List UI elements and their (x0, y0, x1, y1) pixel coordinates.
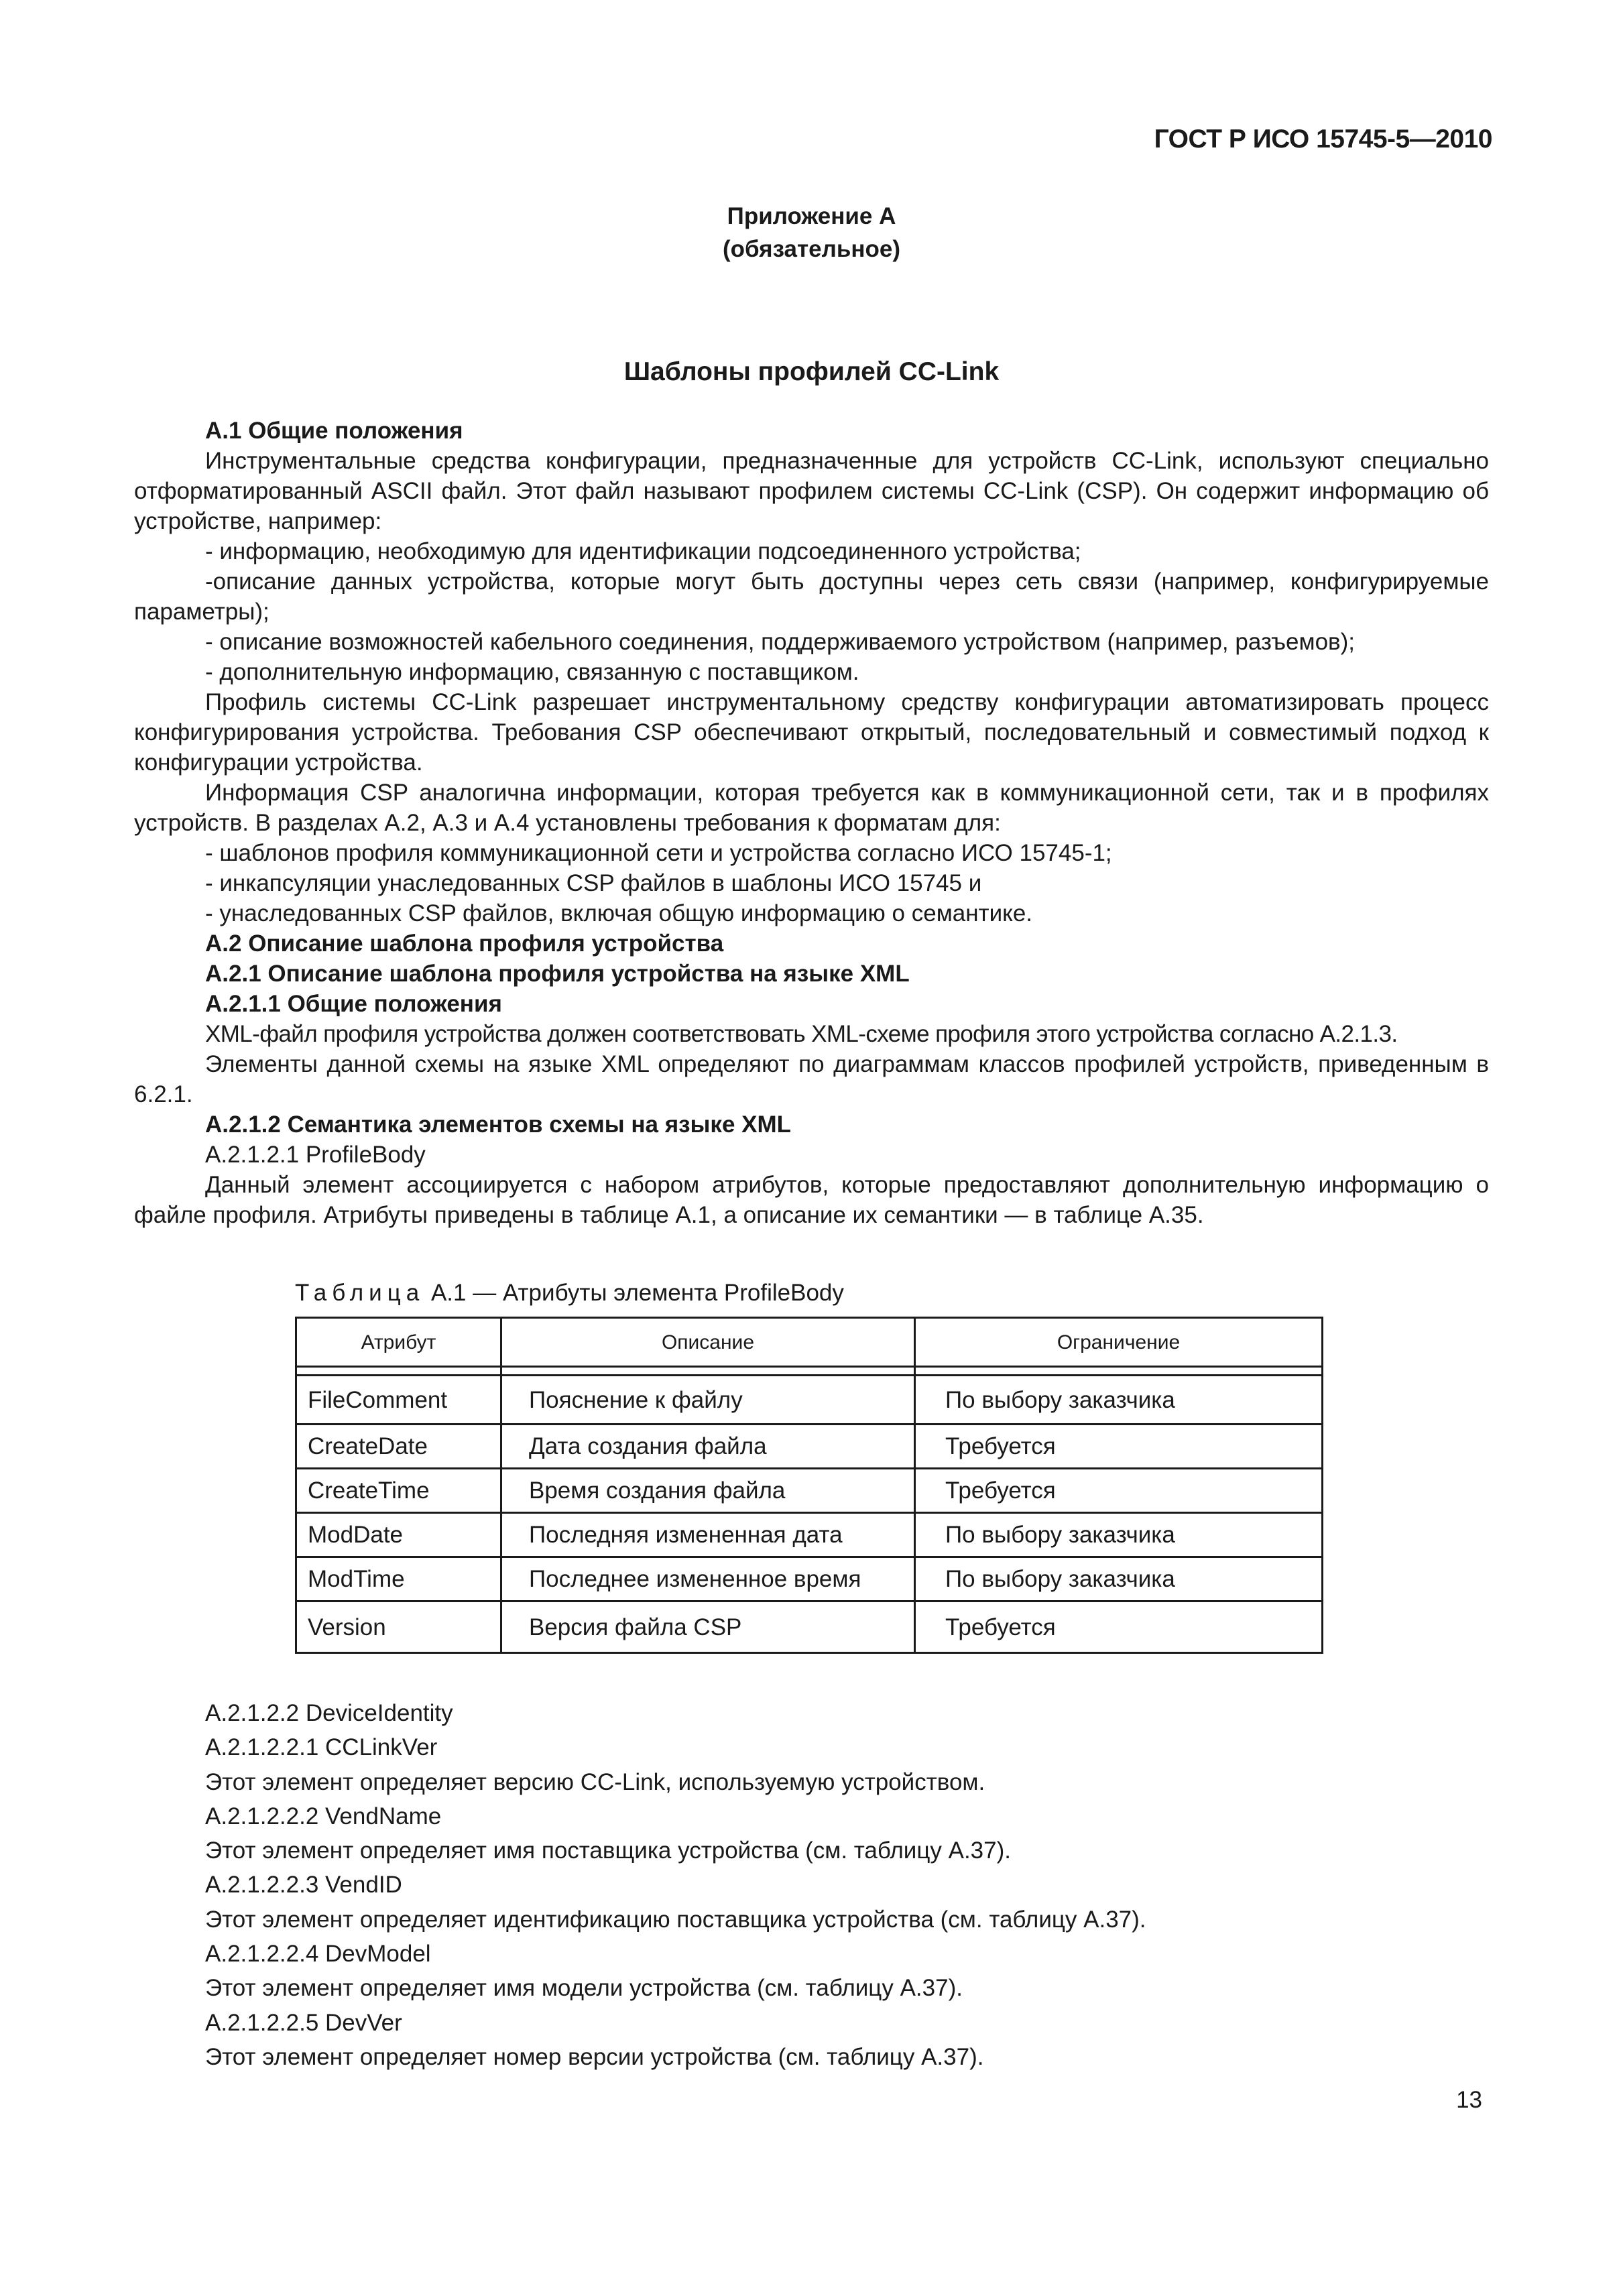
table-cell: ModDate (296, 1513, 501, 1557)
subsection-heading: А.2.1.2 Семантика элементов схемы на языке XML (205, 1111, 792, 1138)
table-header-cell: Ограничение (915, 1318, 1323, 1367)
list-item: - дополнительную информацию, связанную с поставщиком. (205, 659, 859, 685)
table-cell: Version (296, 1602, 501, 1653)
paragraph-intro: Инструментальные средства конфигурации, предназначенные для устройств CC-Link, используют специально отформатированный ASCII файл. Этот файл называют профилем системы CC-Link (CSP). Он содержит информацию об устройстве, например: (134, 448, 1489, 534)
subsection-label: А.2.1.2.2.1 CCLinkVer (205, 1734, 438, 1761)
appendix-heading (134, 200, 1489, 265)
subsection-label: А.2.1.2.2.5 DevVer (205, 2009, 402, 2036)
table-header-cell: Атрибут (296, 1318, 501, 1367)
table-cell: Дата создания файла (501, 1425, 915, 1469)
paragraph: Профиль системы CC-Link разрешает инструментальному средству конфигурации автоматизировать процесс конфигурирования устройства. Требования CSP обеспечивают открытый, последовательный и совместимый подход к конфигурации устройства. (134, 689, 1489, 776)
table-header-cell: Описание (501, 1318, 915, 1367)
table-cell: По выбору заказчика (915, 1513, 1323, 1557)
table-row (296, 1602, 1323, 1653)
main-text (134, 416, 1489, 1230)
document-title: Шаблоны профилей CC-Link (623, 357, 1000, 386)
standard-designation: ГОСТ Р ИСО 15745-5—2010 (1154, 125, 1492, 154)
table-cell: ModTime (296, 1557, 501, 1602)
table-caption-text: А.1 — Атрибуты элемента ProfileBody (424, 1280, 844, 1306)
table-row (296, 1557, 1323, 1602)
list-item: - описание возможностей кабельного соединения, поддерживаемого устройством (например, разъемов); (205, 629, 1356, 655)
subsection-heading: А.2.1.1 Общие положения (205, 991, 502, 1017)
table-row (296, 1425, 1323, 1469)
attributes-table (295, 1317, 1323, 1654)
subsection-label: А.2.1.2.2.4 DevModel (205, 1941, 431, 1968)
paragraph: Данный элемент ассоциируется с набором атрибутов, которые предоставляют дополнительную информацию о файле профиля. Атрибуты приведены в таблице А.1, а описание их семантики — в таблице А.35. (134, 1172, 1489, 1228)
list-item: - унаследованных CSP файлов, включая общую информацию о семантике. (205, 900, 1033, 926)
list-item: - инкапсуляции унаследованных CSP файлов в шаблоны ИСО 15745 и (205, 870, 982, 896)
table-cell: Версия файла CSP (501, 1602, 915, 1653)
table-cell: Последняя измененная дата (501, 1513, 915, 1557)
table-cell: Пояснение к файлу (501, 1376, 915, 1425)
table-cell: Время создания файла (501, 1469, 915, 1513)
list-item: -описание данных устройства, которые могут быть доступны через сеть связи (например, конфигурируемые параметры); (134, 568, 1489, 625)
subsection-label: А.2.1.2.2 DeviceIdentity (205, 1700, 453, 1726)
list-item: - информацию, необходимую для идентификации подсоединенного устройства; (205, 538, 1081, 564)
section-heading-a1: А.1 Общие положения (205, 418, 463, 444)
subsection-label: А.2.1.2.2.3 VendID (205, 1872, 402, 1898)
table-cell: Требуется (915, 1425, 1323, 1469)
table-cell: FileComment (296, 1376, 501, 1425)
table-cell: CreateTime (296, 1469, 501, 1513)
appendix-status: (обязательное) (722, 236, 900, 262)
paragraph: Этот элемент определяет номер версии устройства (см. таблицу А.37). (205, 2043, 984, 2070)
paragraph: Элементы данной схемы на языке XML определяют по диаграммам классов профилей устройств, приведенным в 6.2.1. (134, 1051, 1489, 1107)
appendix-label: Приложение А (727, 203, 896, 229)
paragraph: Этот элемент определяет версию CC-Link, используемую устройством. (205, 1768, 985, 1795)
list-item: - шаблонов профиля коммуникационной сети и устройства согласно ИСО 15745-1; (205, 840, 1112, 866)
table-row (296, 1513, 1323, 1557)
table-cell: CreateDate (296, 1425, 501, 1469)
table-cell: Последнее измененное время (501, 1557, 915, 1602)
table-cell: По выбору заказчика (915, 1557, 1323, 1602)
table-cell: По выбору заказчика (915, 1376, 1323, 1425)
table-header-row (296, 1318, 1323, 1367)
subsection-label: А.2.1.2.1 ProfileBody (205, 1142, 426, 1168)
subsection-label: А.2.1.2.2.2 VendName (205, 1803, 442, 1829)
table-caption (295, 1278, 844, 1308)
paragraph: Этот элемент определяет имя поставщика устройства (см. таблицу А.37). (205, 1837, 1011, 1864)
table-cell: Требуется (915, 1602, 1323, 1653)
post-table-text (205, 1696, 1489, 2074)
paragraph: XML-файл профиля устройства должен соответствовать XML-схеме профиля этого устройства согласно А.2.1.3. (205, 1021, 1398, 1047)
subsection-heading: А.2.1 Описание шаблона профиля устройства на языке XML (205, 961, 910, 987)
paragraph: Этот элемент определяет имя модели устройства (см. таблицу А.37). (205, 1975, 963, 2002)
table-caption-word: Таблица (295, 1280, 425, 1306)
table-cell: Требуется (915, 1469, 1323, 1513)
paragraph: Этот элемент определяет идентификацию поставщика устройства (см. таблицу А.37). (205, 1906, 1146, 1933)
section-heading-a2: А.2 Описание шаблона профиля устройства (205, 930, 724, 957)
paragraph: Информация CSP аналогична информации, которая требуется как в коммуникационной сети, так и в профилях устройств. В разделах А.2, А.3 и А.4 установлены требования к форматам для: (134, 780, 1489, 836)
table-row (296, 1376, 1323, 1425)
table-row (296, 1469, 1323, 1513)
page-number: 13 (1456, 2087, 1482, 2113)
table-gap-row (296, 1367, 1323, 1376)
